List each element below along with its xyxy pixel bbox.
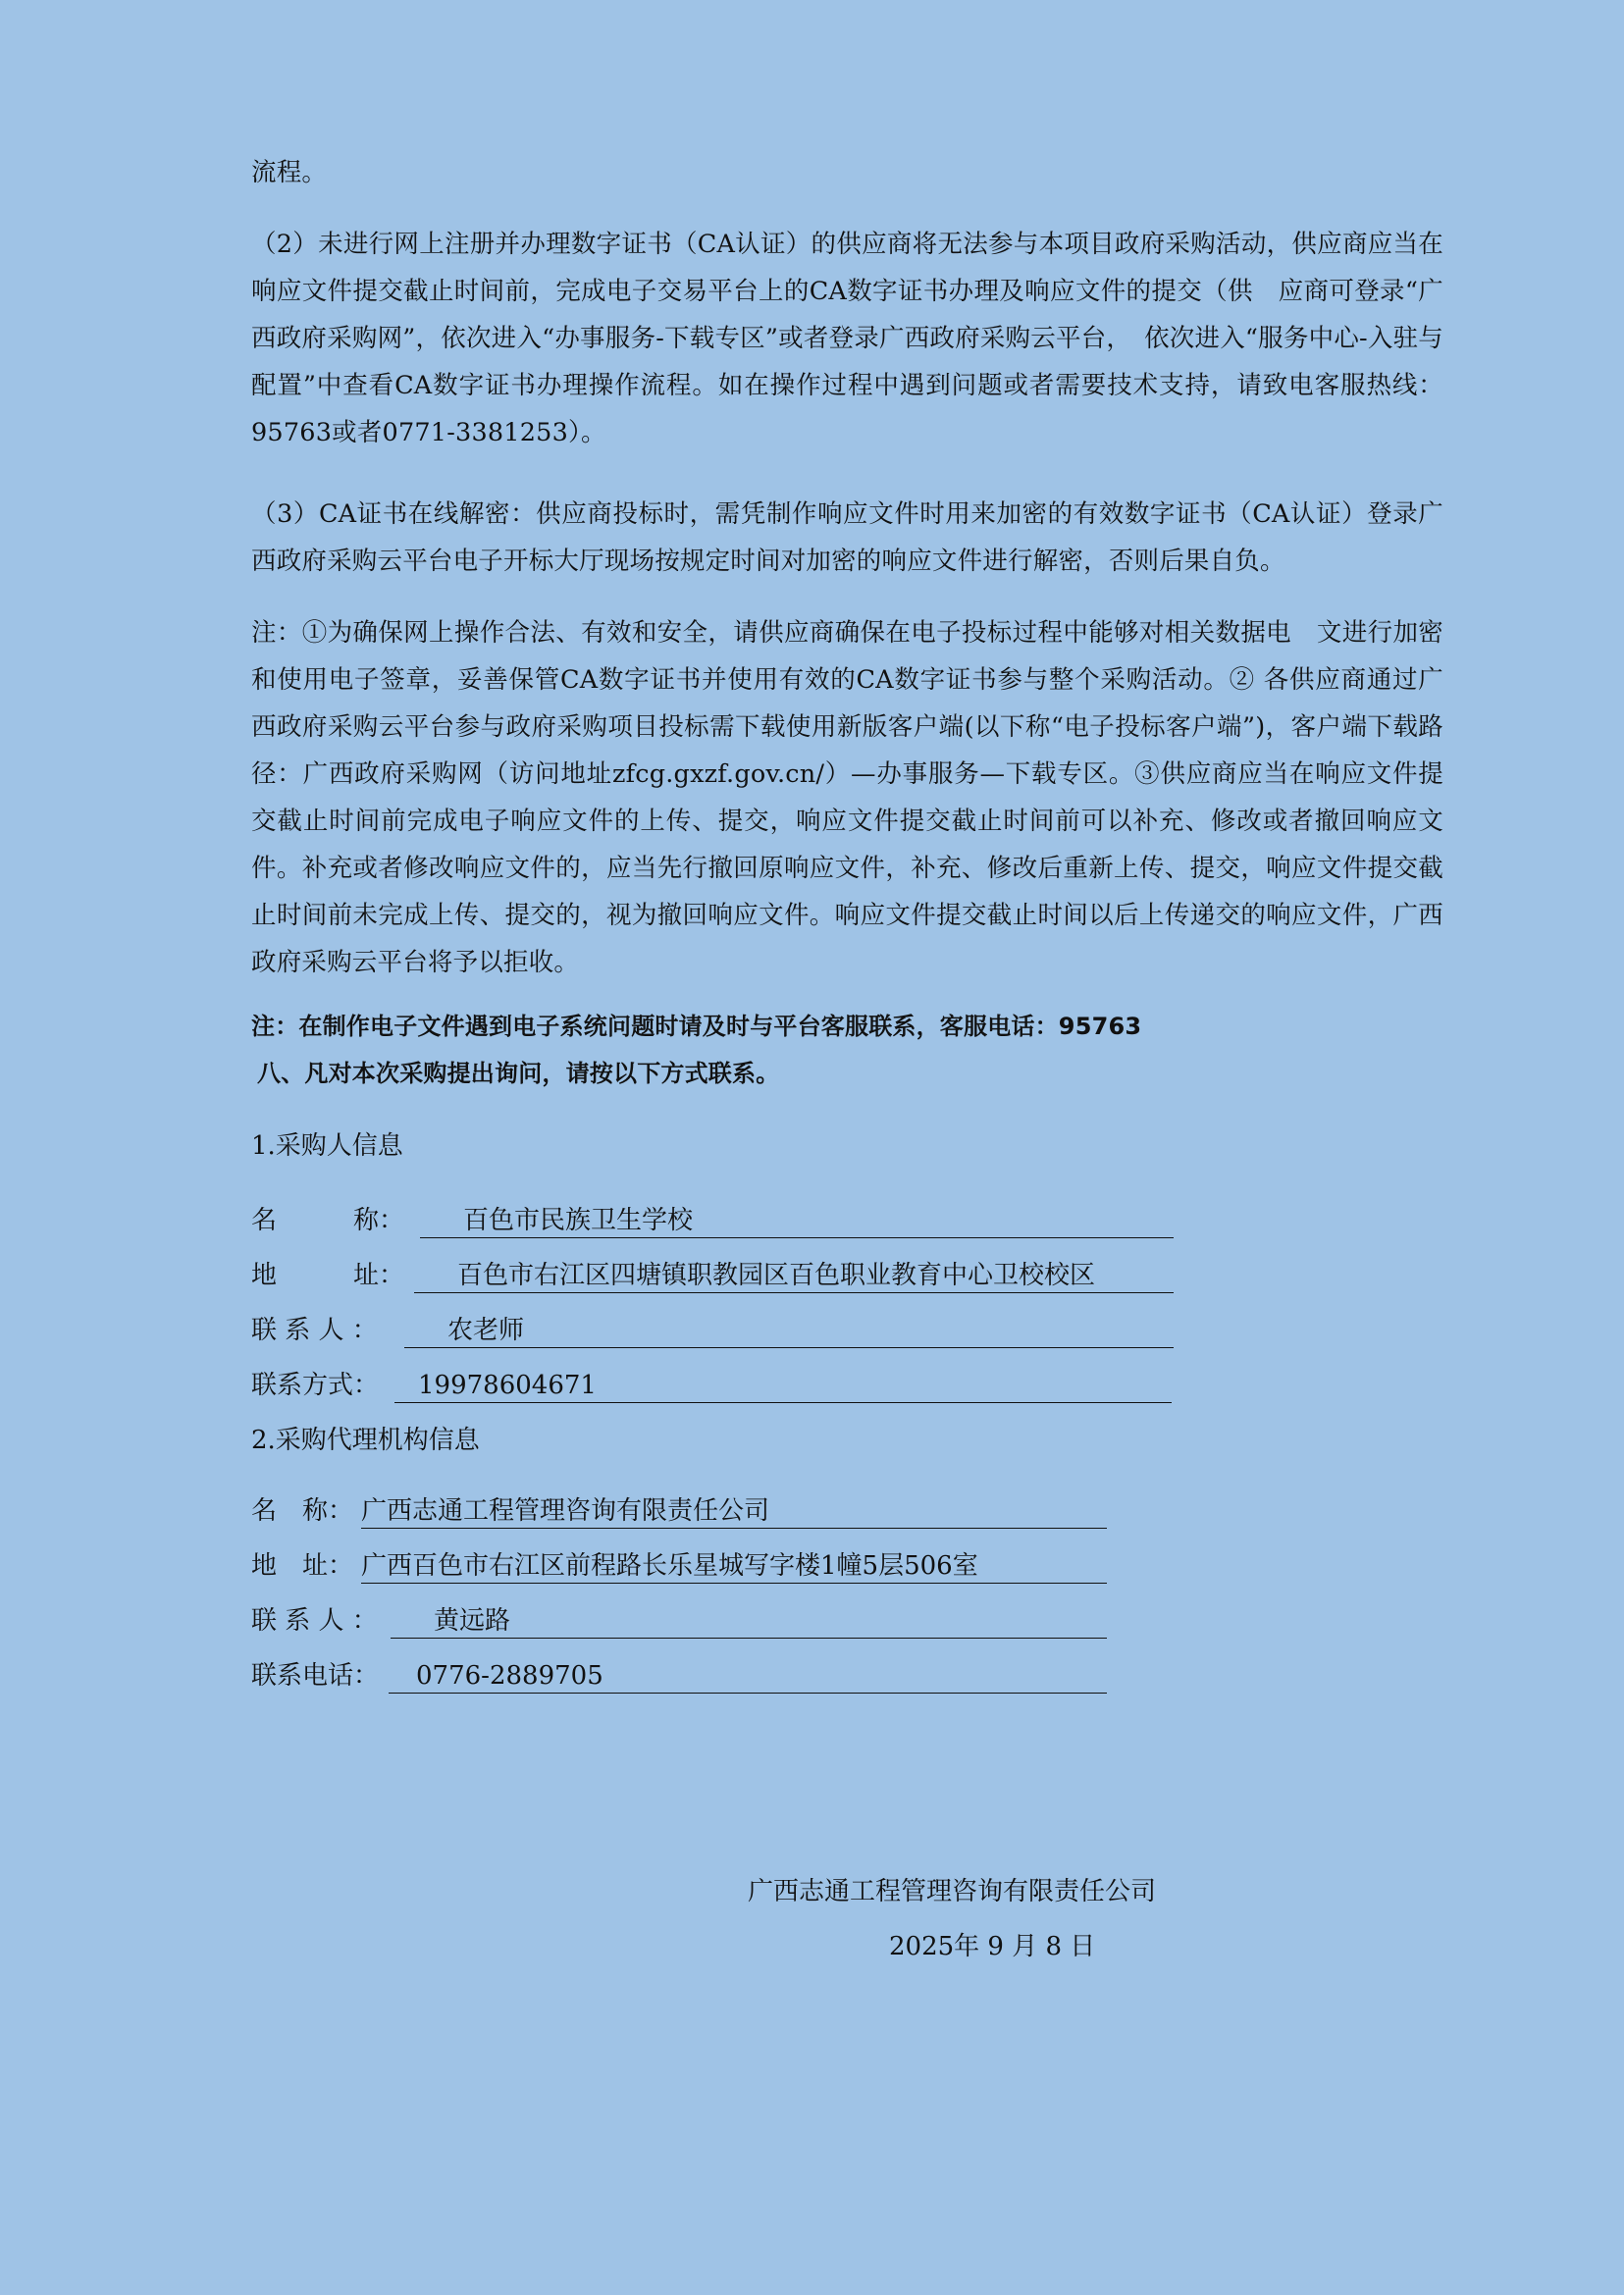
purchaser-phone-row <box>251 1368 1174 1403</box>
paragraph-ca-registration: （2）未进行网上注册并办理数字证书（CA认证）的供应商将无法参与本项目政府采购活动，供应商应当在响应文件提交截止时间前，完成电子交易平台上的CA数字证书办理及响应文件的提交（供 应商可登录“广西政府采购网”，依次进入“办事服务-下载专区”或者登录广西政府采购云平台， 依次进入“服务中心-入驻与配置”中查看CA数字证书办理操作流程。如在操作过程中遇到问题或者需要技术支持，请致电客服热线：95763或者0771-3381253）。 <box>251 230 1443 447</box>
agency-phone-row <box>251 1658 1107 1694</box>
agency-contact-label: 联 系 人 ： <box>251 1606 378 1636</box>
purchaser-address-row <box>251 1258 1174 1293</box>
agency-phone-label: 联系电话： <box>251 1661 380 1691</box>
agency-name-value: 广西志通工程管理咨询有限责任公司 <box>361 1493 1107 1529</box>
purchaser-phone-label: 联系方式： <box>251 1371 380 1400</box>
agency-address-value: 广西百色市右江区前程路长乐星城写字楼1幢5层506室 <box>361 1548 1107 1584</box>
purchaser-contact-value: 农老师 <box>404 1313 1174 1348</box>
paragraph-ca-decryption: （3）CA证书在线解密：供应商投标时，需凭制作响应文件时用来加密的有效数字证书（CA认证）登录广西政府采购云平台电子开标大厅现场按规定时间对加密的响应文件进行解密，否则后果自负。 <box>251 499 1443 576</box>
section-eight-heading: 八、凡对本次采购提出询问，请按以下方式联系。 <box>257 1060 780 1087</box>
purchaser-address-value: 百色市右江区四塘镇职教园区百色职业教育中心卫校校区 <box>414 1258 1174 1293</box>
signature-date: 2025年 9 月 8 日 <box>889 1932 1096 1961</box>
purchaser-heading: 1.采购人信息 <box>251 1131 403 1161</box>
signature-organization: 广西志通工程管理咨询有限责任公司 <box>748 1877 1157 1906</box>
purchaser-name-row <box>251 1203 1174 1238</box>
agency-address-label: 地 址： <box>251 1551 354 1581</box>
purchaser-contact-row <box>251 1313 1174 1348</box>
purchaser-address-label: 地 址： <box>251 1261 405 1290</box>
agency-address-row <box>251 1548 1107 1584</box>
agency-name-row <box>251 1493 1107 1529</box>
agency-contact-value: 黄远路 <box>391 1603 1107 1639</box>
purchaser-contact-label: 联 系 人 ： <box>251 1316 378 1345</box>
agency-contact-row <box>251 1603 1107 1639</box>
paragraph-notes: 注：①为确保网上操作合法、有效和安全，请供应商确保在电子投标过程中能够对相关数据电 文进行加密和使用电子签章，妥善保管CA数字证书并使用有效的CA数字证书参与整个采购活动。② 各供应商通过广西政府采购云平台参与政府采购项目投标需下载使用新版客户端(以下称“电子投标客户端”)，客户端下载路径：广西政府采购网（访问地址zfcg.gxzf.gov.cn/）—办事服务—下载专区。③供应商应当在响应文件提交截止时间前完成电子响应文件的上传、提交，响应文件提交截止时间前可以补充、修改或者撤回响应文件。补充或者修改响应文件的，应当先行撤回原响应文件，补充、修改后重新上传、提交，响应文件提交截止时间前未完成上传、提交的，视为撤回响应文件。响应文件提交截止时间以后上传递交的响应文件，广西政府采购云平台将予以拒收。 <box>251 618 1443 977</box>
note-customer-service: 注：在制作电子文件遇到电子系统问题时请及时与平台客服联系，客服电话：95763 <box>251 1013 1142 1040</box>
purchaser-name-label: 名 称： <box>251 1206 405 1235</box>
agency-phone-value: 0776-2889705 <box>389 1658 1107 1694</box>
purchaser-phone-value: 19978604671 <box>394 1368 1172 1403</box>
purchaser-name-value: 百色市民族卫生学校 <box>420 1203 1174 1238</box>
paragraph-continuation: 流程。 <box>251 158 328 187</box>
agency-name-label: 名 称： <box>251 1496 354 1526</box>
agency-heading: 2.采购代理机构信息 <box>251 1426 480 1455</box>
